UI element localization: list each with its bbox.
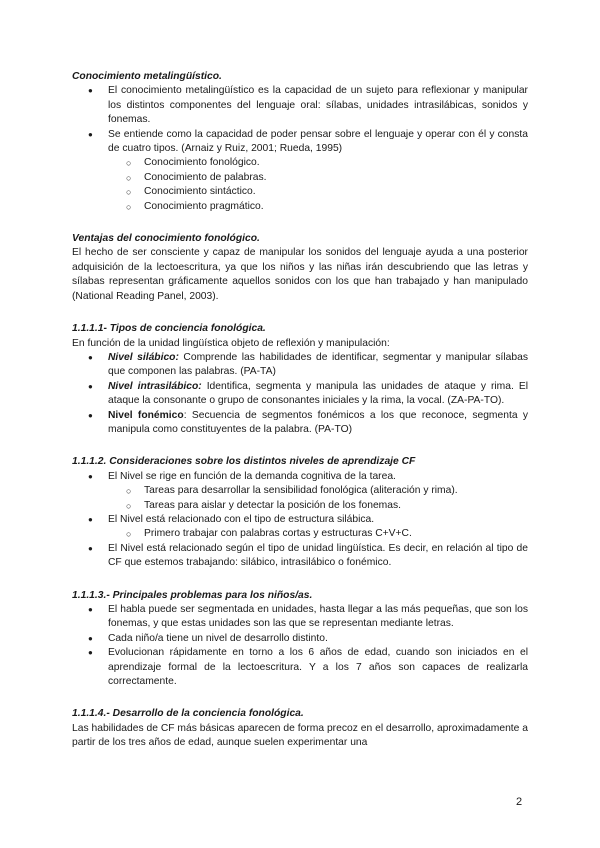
section-considerations [72,455,528,570]
page-number: 2 [516,796,523,808]
definition: Comprende las habilidades de identificar, segmentar y manipular sílabas que componen las palabras. (PA-TA) [108,351,529,378]
sub-list-item: ○ Conocimiento sintáctico. [72,185,528,199]
sub-list-item: ○ Conocimiento fonológico. [72,156,528,170]
list-item: ● El Nivel se rige en función de la demanda cognitiva de la tarea. [72,470,528,484]
list-item: ● El conocimiento metalingüístico es la capacidad de un sujeto para reflexionar y manipular los distintos componentes del lenguaje oral: sílabas, unidades intrasilábicas, sonidos y fonemas. [72,84,528,127]
section-heading: 1.1.1.2. Consideraciones sobre los distintos niveles de aprendizaje CF [72,456,416,468]
list-item: ● El habla puede ser segmentada en unidades, hasta llegar a las más pequeñas, que son los fonemas, y que estas unidades son las que se representan mediante letras. [72,603,528,632]
sub-list-item: ○ Primero trabajar con palabras cortas y estructuras C+V+C. [72,527,528,541]
list-item [72,409,528,438]
section-development [72,707,528,750]
term: Nivel silábico: [108,351,179,363]
list-item [72,351,528,380]
section-heading: 1.1.1.3.- Principales problemas para los niños/as. [72,589,313,601]
paragraph: El hecho de ser consciente y capaz de manipular los sonidos del lenguaje ayuda a una posterior adquisición de la lectoescritura, ya que los niños y las niñas irán descubriendo que las letras y sílabas representan gráficamente aquellos sonidos con los que han trabajado y han manipulado (National Reading Panel, 2003). [72,247,528,302]
list-item: ● Evolucionan rápidamente en torno a los 6 años de edad, cuando son iniciados en el aprendizaje formal de la lectoescritura. Y a los 7 años son capaces de realizarla correctamente. [72,646,528,689]
term: Nivel fonémico [108,409,184,421]
section-advantages [72,232,528,304]
list-item [72,380,528,409]
definition: : Secuencia de segmentos fonémicos a los que reconoce, segmenta y manipula como constituyentes de la palabra. (PA-TO) [108,409,528,435]
sub-list-item: ○ Conocimiento de palabras. [72,171,528,185]
section-metalinguistic [72,70,528,214]
definition: Identifica, segmenta y manipula las unidades de ataque y rima. El ataque la consonante o grupo de consonantes iniciales y la rima, la vocal. (ZA-PA-TO). [108,380,528,407]
term: Nivel intrasilábico: [108,380,202,392]
list-item: ● El Nivel está relacionado con el tipo de estructura silábica. [72,513,528,527]
paragraph: Las habilidades de CF más básicas aparecen de forma precoz en el desarrollo, aproximadamente a partir de los tres años de edad, aunque suelen experimentar una [72,722,528,749]
sub-list-item: ○ Conocimiento pragmático. [72,200,528,214]
section-problems [72,589,528,690]
section-heading: 1.1.1.4.- Desarrollo de la conciencia fonológica. [72,708,304,720]
section-types [72,322,528,437]
list-item: ● El Nivel está relacionado según el tipo de unidad lingüística. Es decir, en relación al tipo de CF que estemos trabajando: silábico, intrasilábico o fonémico. [72,542,528,571]
paragraph: En función de la unidad lingüística objeto de reflexión y manipulación: [72,337,390,349]
section-heading: Ventajas del conocimiento fonológico. [72,233,260,245]
sub-list-item: ○ Tareas para aislar y detectar la posición de los fonemas. [72,499,528,513]
list-item: ● Cada niño/a tiene un nivel de desarrollo distinto. [72,632,528,646]
page-content [72,70,528,751]
section-heading: Conocimiento metalingüístico. [72,71,222,82]
section-heading: 1.1.1.1- Tipos de conciencia fonológica. [72,323,266,335]
sub-list-item: ○ Tareas para desarrollar la sensibilidad fonológica (aliteración y rima). [72,484,528,498]
list-item: ● Se entiende como la capacidad de poder pensar sobre el lenguaje y operar con él y consta de cuatro tipos. (Arnaiz y Ruiz, 2001; Rueda, 1995) [72,128,528,157]
